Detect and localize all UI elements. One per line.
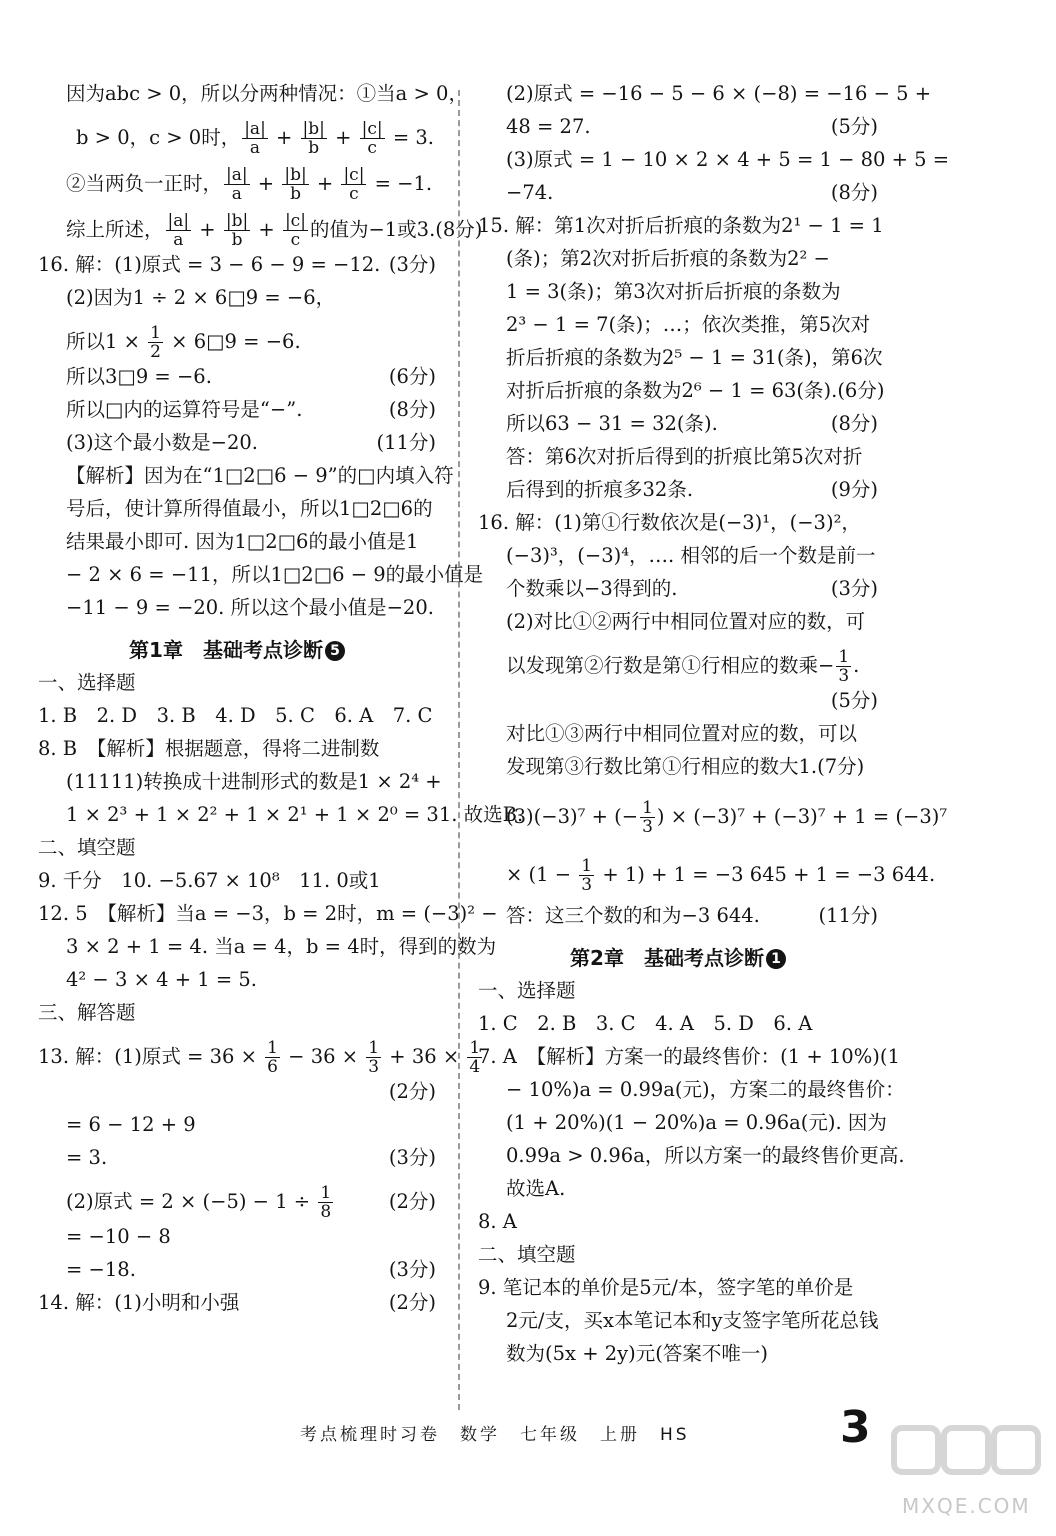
text-line: 折后折痕的条数为2⁵ − 1 = 31(条)，第6次 [506,346,883,369]
text-line: 答：第6次对折后得到的折痕比第5次对折 [506,445,863,468]
text-line: (1 + 20%)(1 − 20%)a = 0.96a(元). 因为 [506,1111,887,1134]
fraction: $\frac{|b|}{b}$ [302,119,325,158]
text-line: 个数乘以−3得到的. (3分) [506,577,878,600]
text-line: 1. B 2. D 3. B 4. D 5. C 6. A 7. C [38,704,433,727]
text-line: 14. 解：(1)小明和小强 (2分) [38,1291,436,1314]
text-line: 以发现第②行数是第①行相应的数乘− $\frac{1}{3}$ . [506,647,860,686]
text-line: 故选A. [506,1177,566,1200]
subsection-heading: 二、填空题 [478,1243,576,1266]
fraction: $\frac{1}{3}$ [838,647,850,686]
fraction: $\frac{|b|}{b}$ [284,165,307,204]
text-line: (条)；第2次对折后折痕的条数为2² − [506,247,830,270]
text-line: 48 = 27. (5分) [506,115,878,138]
text-line: 对折后折痕的条数为2⁶ − 1 = 63(条).(6分) [506,379,885,402]
text-line: 【解析】因为在“1□2□6 − 9”的□内填入符 [66,464,454,487]
fraction: $\frac{1}{3}$ [642,798,653,837]
text-line: 发现第③行数比第①行相应的数大1.(7分) [506,755,865,778]
text-line: 4² − 3 × 4 + 1 = 5. [66,968,257,991]
section-number-badge: 5 [325,641,345,661]
column-divider [458,90,460,1410]
fraction: $\frac{1}{3}$ [581,856,593,895]
fraction: $\frac{1}{4}$ [469,1038,481,1077]
text-line: b > 0，c > 0时， $\frac{|a|}{a}$ + $\frac{|b|}{b}$ + $\frac{|c|}{c}$ = 3. [76,119,434,158]
fraction: $\frac{|c|}{c}$ [284,211,306,250]
text-line: (3)(−3)⁷ + (− $\frac{1}{3}$ ) × (−3)⁷ + (−3)⁷ + 1 = (−3)⁷ [506,798,948,837]
text-line: 15. 解：第1次对折后折痕的条数为2¹ − 1 = 1 [478,214,884,237]
text-line: 答：这三个数的和为−3 644. (11分) [506,904,878,927]
text-line: 对比①③两行中相同位置对应的数，可以 [506,722,858,745]
text-line: 所以3□9 = −6. (6分) [66,365,436,388]
fraction: $\frac{|a|}{a}$ [226,165,248,204]
fraction: $\frac{1}{8}$ [320,1183,332,1222]
text-line: 1 × 2³ + 1 × 2² + 1 × 2¹ + 1 × 2⁰ = 31. 故选B. [66,803,524,826]
text-line: = 6 − 12 + 9 [66,1113,196,1136]
text-line: 所以63 − 31 = 32(条). (8分) [506,412,878,435]
text-line: 2³ − 1 = 7(条)；…；依次类推，第5次对 [506,313,871,336]
text-line: − 2 × 6 = −11，所以1□2□6 − 9的最小值是 [66,563,484,586]
text-line: 3 × 2 + 1 = 4. 当a = 4，b = 4时，得到的数为 [66,935,497,958]
section-heading: 第1章 基础考点诊断 5 [38,629,436,671]
text-line: = −10 − 8 [66,1225,171,1248]
fraction: $\frac{|a|}{a}$ [244,119,266,158]
text-line: (2)原式 = 2 × (−5) − 1 ÷ $\frac{1}{8}$ (2分) [66,1183,436,1222]
text-line: = 3. (3分) [66,1146,436,1169]
text-line: (2分) [388,1080,436,1103]
text-line: 1. C 2. B 3. C 4. A 5. D 6. A [478,1012,813,1035]
text-line: −74. (8分) [506,181,878,204]
subsection-heading: 一、选择题 [38,671,136,694]
text-line: 1 = 3(条)；第3次对折后折痕的条数为 [506,280,841,303]
watermark-text: MXQE.COM [902,1494,1031,1518]
text-line: 12. 5 【解析】当a = −3，b = 2时，m = (−3)² − [38,902,498,925]
text-line: (2)原式 = −16 − 5 − 6 × (−8) = −16 − 5 + [506,82,932,105]
text-line: 16. 解：(1)原式 = 3 − 6 − 9 = −12. (3分) [38,253,436,276]
page-number: 3 [840,1402,871,1453]
subsection-heading: 二、填空题 [38,836,136,859]
text-line: −11 − 9 = −20. 所以这个最小值是−20. [66,596,434,619]
text-line: 号后，使计算所得值最小，所以1□2□6的 [66,497,433,520]
text-line: − 10%)a = 0.99a(元)，方案二的最终售价： [506,1078,905,1101]
subsection-heading: 三、解答题 [38,1001,136,1024]
text-line: 因为abc > 0，所以分两种情况：①当a > 0， [66,82,468,105]
text-line: ②当两负一正时， $\frac{|a|}{a}$ + $\frac{|b|}{b}$ + $\frac{|c|}{c}$ = −1. [66,165,433,204]
fraction: $\frac{|b|}{b}$ [225,211,249,250]
fraction: $\frac{|c|}{c}$ [343,165,365,204]
text-line: 综上所述， $\frac{|a|}{a}$ + $\frac{|b|}{b}$ + $\frac{|c|}{c}$ 的值为−1或3.(8分) [66,211,483,250]
text-line: 结果最小即可. 因为1□2□6的最小值是1 [66,530,419,553]
text-line: 16. 解：(1)第①行数依次是(−3)¹，(−3)²， [478,511,861,534]
text-line: × (1 − $\frac{1}{3}$ + 1) + 1 = −3 645 + 1 = −3 644. [506,856,936,895]
text-line: (2)因为1 ÷ 2 × 6□9 = −6， [66,286,336,309]
text-line: 8. A [478,1210,517,1233]
text-line: 0.99a > 0.96a，所以方案一的最终售价更高. [506,1144,905,1167]
text-line: (5分) [830,689,878,712]
text-line: 9. 笔记本的单价是5元/本，签字笔的单价是 [478,1276,854,1299]
text-line: 8. B 【解析】根据题意，得将二进制数 [38,737,380,760]
text-line: 所以□内的运算符号是“−”. (8分) [66,398,436,421]
text-line: 13. 解：(1)原式 = 36 × $\frac{1}{6}$ − 36 × $\frac{1}{3}$ + 36 × $\frac{1}{4}$ [38,1038,481,1077]
text-line: (−3)³，(−3)⁴，…. 相邻的后一个数是前一 [506,544,876,567]
text-line: (2)对比①②两行中相同位置对应的数，可 [506,610,866,633]
text-line: = −18. (3分) [66,1258,436,1281]
text-line: 7. A 【解析】方案一的最终售价：(1 + 10%)(1 [478,1045,900,1068]
text-line: 数为(5x + 2y)元(答案不唯一) [506,1342,768,1365]
text-line: 9. 千分 10. −5.67 × 10⁸ 11. 0或1 [38,869,381,892]
text-line: 后得到的折痕多32条. (9分) [506,478,878,501]
text-line: 所以1 × $\frac{1}{2}$ × 6□9 = −6. [66,323,301,362]
right-column [478,82,950,1375]
page-footer: 考点梳理时习卷 数学 七年级 上册 HS [300,1425,690,1445]
subsection-heading: 一、选择题 [478,979,576,1002]
fraction: $\frac{|a|}{a}$ [167,211,190,250]
text-line: (3)这个最小数是−20. (11分) [66,431,436,454]
text-line: 2元/支，买x本笔记本和y支签字笔所花总钱 [506,1309,879,1332]
fraction: $\frac{1}{6}$ [267,1038,278,1077]
fraction: $\frac{1}{2}$ [150,323,161,362]
text-line: (3)原式 = 1 − 10 × 2 × 4 + 5 = 1 − 80 + 5 = [506,148,950,171]
section-heading: 第2章 基础考点诊断 1 [478,937,878,979]
fraction: $\frac{1}{3}$ [368,1038,380,1077]
section-number-badge: 1 [766,949,786,969]
fraction: $\frac{|c|}{c}$ [361,119,383,158]
text-line: (11111)转换成十进制形式的数是1 × 2⁴ + [66,770,442,793]
